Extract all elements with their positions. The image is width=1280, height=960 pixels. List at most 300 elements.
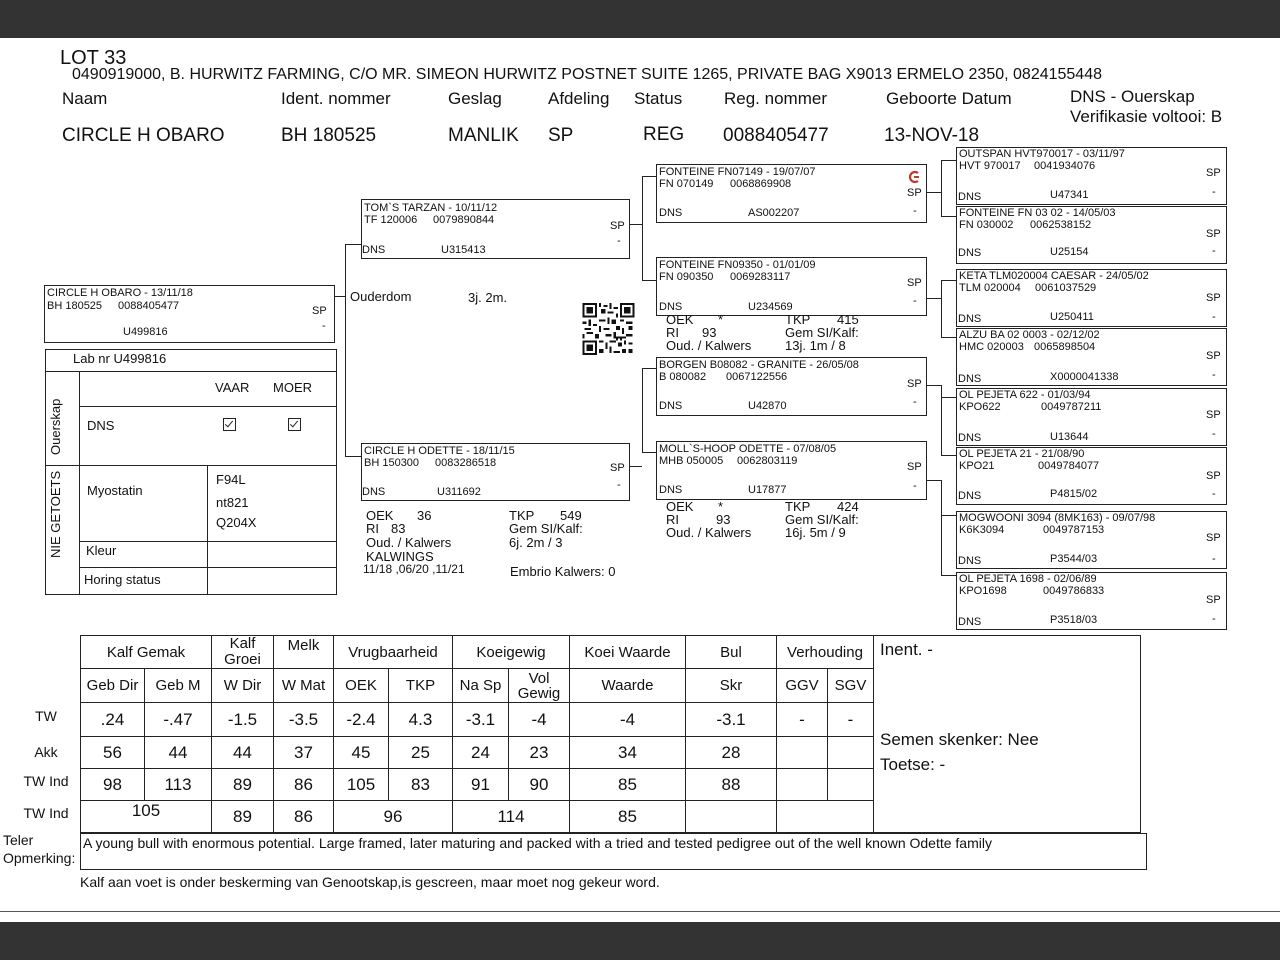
tw-ind-cell: 91	[453, 769, 509, 801]
myostatin-label: Myostatin	[87, 483, 143, 498]
dam-dash: -	[617, 479, 621, 491]
ebv-table	[80, 635, 1141, 833]
ggp-sp: SP	[1206, 350, 1221, 362]
akk-cell: 44	[145, 737, 212, 769]
tw-cell: -	[777, 703, 828, 737]
ggp-title: FONTEINE FN 03 02 - 14/05/03	[959, 207, 1116, 219]
gp-sp: SP	[907, 461, 922, 473]
tw-ind-cell: 113	[145, 769, 212, 801]
gp-tkp-label: TKP	[785, 312, 811, 327]
gp-dash: -	[913, 396, 917, 408]
dam-kalwings-label: KALWINGS	[366, 549, 434, 564]
tw-ind2-cell	[686, 801, 777, 833]
ggp-box	[956, 447, 1227, 505]
label-naam: Naam	[62, 89, 108, 108]
tw-ind-cell: 105	[334, 769, 389, 801]
ggp-dns: DNS	[958, 191, 982, 203]
tw-cell: -3.5	[274, 703, 334, 737]
ggp-title: OL PEJETA 622 - 01/03/94	[959, 389, 1091, 401]
akk-cell: 34	[570, 737, 686, 769]
ggp-title: OL PEJETA 1698 - 02/06/89	[959, 573, 1097, 585]
tw-cell: -.47	[145, 703, 212, 737]
akk-cell: 37	[274, 737, 334, 769]
group-melk: Melk	[274, 636, 334, 669]
ggp-reg: 0065898504	[1034, 341, 1096, 353]
connector	[642, 280, 656, 281]
ggp-box	[956, 328, 1227, 386]
connector	[941, 280, 942, 338]
sire-code: U315413	[441, 244, 486, 256]
gp-ri-label: RI	[666, 325, 679, 340]
label-status: Status	[634, 89, 683, 108]
ggp-dns: DNS	[958, 373, 982, 385]
gp-dash: -	[913, 480, 917, 492]
connector	[345, 244, 346, 457]
gp-id: FN 070149	[659, 178, 714, 190]
tw-ind-cell	[777, 769, 828, 801]
group-kalf-groei-label: Kalf Groei	[224, 635, 261, 668]
gp-title: FONTEINE FN09350 - 01/01/09	[659, 259, 816, 271]
tw-ind2-cell: 89	[212, 801, 274, 833]
label-verifikasie: Verifikasie voltooi: B	[1070, 107, 1223, 126]
group-koeigewig: Koeigewig	[453, 636, 570, 669]
ouderdom-label: Ouderdom	[350, 289, 412, 304]
ggp-dash: -	[1212, 428, 1216, 440]
dam-dns: DNS	[362, 486, 386, 498]
ggp-dash: -	[1212, 553, 1216, 565]
connector	[925, 298, 941, 299]
gp-dns: DNS	[659, 400, 683, 412]
dam-kalwings-value: 11/18 ,06/20 ,11/21	[363, 562, 465, 576]
sub-header: Skr	[686, 669, 777, 703]
group-kalf-groei	[212, 636, 274, 669]
tw-cell: -3.1	[686, 703, 777, 737]
ggp-reg: 0049786833	[1043, 585, 1105, 597]
ggp-sp: SP	[1206, 594, 1221, 606]
ouerskap-label: Ouerskap	[48, 398, 63, 455]
tw-ind-cell: 83	[389, 769, 453, 801]
gp-tkp-value: 415	[837, 312, 859, 327]
sire-dns: DNS	[362, 244, 386, 256]
gp-title: BORGEN B08082 - GRANITE - 26/05/08	[659, 359, 859, 371]
ggp-code: U47341	[1050, 189, 1089, 201]
connector	[941, 397, 956, 398]
akk-cell: 25	[389, 737, 453, 769]
gp-oek-value: *	[718, 499, 724, 514]
value-geboorte: 13-NOV-18	[884, 125, 980, 146]
connector	[345, 456, 361, 457]
ggp-title: KETA TLM020004 CAESAR - 24/05/02	[959, 270, 1149, 282]
dam-title: CIRCLE H ODETTE - 18/11/15	[364, 445, 515, 457]
sire-title: TOM`S TARZAN - 10/11/12	[364, 202, 498, 214]
sub-header: Waarde	[570, 669, 686, 703]
animal-reg: 0088405477	[118, 300, 180, 312]
ggp-dns: DNS	[958, 313, 982, 325]
gp-oud-label: Oud. / Kalwers	[666, 338, 752, 353]
group-koei-waarde: Koei Waarde	[570, 636, 686, 669]
value-naam: CIRCLE H OBARO	[62, 125, 225, 146]
tw-ind2-cell: 114	[453, 801, 570, 833]
label-afdeling: Afdeling	[548, 89, 610, 108]
akk-cell	[777, 737, 828, 769]
ggp-id: K6K3094	[959, 524, 1005, 536]
divider	[80, 406, 336, 407]
sub-header: TKP	[389, 669, 453, 703]
ggp-reg: 0049787211	[1041, 401, 1102, 413]
row-label-akk: Akk	[34, 744, 58, 760]
ggp-reg: 0049784077	[1038, 460, 1100, 472]
gp-gem-value: 13j. 1m / 8	[785, 338, 846, 353]
opmerking-label: Opmerking:	[3, 850, 76, 866]
akk-cell: 23	[509, 737, 570, 769]
myostatin-value: nt821	[216, 495, 249, 510]
gp-id: FN 090350	[659, 271, 714, 283]
sire-reg: 0079890844	[433, 214, 495, 226]
value-afdeling: SP	[548, 125, 574, 146]
tw-cell: -1.5	[212, 703, 274, 737]
gp-dns: DNS	[659, 484, 683, 496]
dam-gem-value: 6j. 2m / 3	[509, 535, 563, 550]
group-bul: Bul	[686, 636, 777, 669]
tw-cell: 4.3	[389, 703, 453, 737]
ggp-reg: 0062538152	[1030, 219, 1092, 231]
connector	[642, 368, 656, 369]
gp-code: U42870	[748, 400, 787, 412]
dam-code: U311692	[437, 486, 481, 498]
label-reg: Reg. nommer	[724, 89, 827, 108]
ggp-reg: 0041934076	[1034, 160, 1096, 172]
ggp-title: ALZU BA 02 0003 - 02/12/02	[959, 329, 1100, 341]
ggp-reg: 0061037529	[1035, 282, 1097, 294]
ggp-sp: SP	[1206, 470, 1221, 482]
gp-gem-label: Gem SI/Kalf:	[785, 325, 859, 340]
akk-cell: 44	[212, 737, 274, 769]
divider	[80, 541, 336, 542]
value-status: REG	[643, 124, 685, 145]
connector	[941, 280, 956, 281]
ggp-box	[956, 269, 1227, 327]
ggp-dash: -	[1212, 613, 1216, 625]
kleur-label: Kleur	[86, 543, 117, 558]
animal-code: U499816	[123, 326, 168, 338]
ggp-box	[956, 511, 1227, 569]
notes-cell	[874, 636, 1141, 833]
tw-ind-cell: 88	[686, 769, 777, 801]
moer-header: MOER	[273, 380, 312, 395]
ouderdom-value: 3j. 2m.	[468, 290, 508, 305]
teler-label: Teler	[3, 832, 34, 848]
ggp-code: P4815/02	[1050, 488, 1098, 500]
horing-status-label: Horing status	[84, 572, 161, 587]
dam-oek-value: 36	[417, 508, 432, 523]
ggp-title: OL PEJETA 21 - 21/08/90	[959, 448, 1085, 460]
value-ident: BH 180525	[281, 125, 377, 146]
ggp-dash: -	[1212, 186, 1216, 198]
gp-id: MHB 050005	[659, 455, 724, 467]
divider	[0, 911, 1280, 912]
lab-nr: Lab nr U499816	[73, 351, 167, 366]
connector	[628, 466, 642, 467]
gp-reg: 0068869908	[730, 178, 792, 190]
sire-dash: -	[617, 235, 621, 247]
seller-info: 0490919000, B. HURWITZ FARMING, C/O MR. SIMEON HURWITZ POSTNET SUITE 1265, PRIVATE BAG X9013 ERMELO 2350, 0824155448	[72, 66, 1102, 83]
gp-dns: DNS	[659, 301, 683, 313]
gp-reg: 0067122556	[726, 371, 788, 383]
dam-gem-label: Gem SI/Kalf:	[509, 521, 583, 536]
connector	[941, 337, 956, 338]
ggp-id: KPO1698	[959, 585, 1007, 597]
label-ident: Ident. nommer	[281, 89, 391, 108]
moer-check-icon	[288, 418, 301, 431]
gp-code: U234569	[748, 301, 793, 313]
sire-box	[361, 199, 630, 259]
ggp-dns: DNS	[958, 490, 982, 502]
ggp-dash: -	[1212, 245, 1216, 257]
akk-cell: 45	[334, 737, 389, 769]
connector	[941, 455, 956, 456]
top-bar	[0, 0, 1280, 38]
gp-sp: SP	[907, 277, 922, 289]
gp-sp: SP	[907, 187, 922, 199]
nie-getoets-label: NIE GETOETS	[48, 470, 63, 558]
dam-oek-label: OEK	[366, 508, 394, 523]
tw-ind-cell: 98	[81, 769, 145, 801]
label-geboorte: Geboorte Datum	[886, 89, 1012, 108]
gp-oek-value: *	[718, 312, 724, 327]
sub-header: SGV	[828, 669, 874, 703]
sub-header: Geb M	[145, 669, 212, 703]
divider	[207, 466, 208, 594]
gp-ri-value: 93	[716, 512, 731, 527]
connector	[628, 224, 642, 225]
value-geslag: MANLIK	[448, 125, 519, 146]
ggp-id: TLM 020004	[959, 282, 1021, 294]
group-verhouding: Verhouding	[777, 636, 874, 669]
gp-dns: DNS	[659, 207, 683, 219]
tw-cell: -	[828, 703, 874, 737]
connector	[941, 480, 942, 576]
ggp-dns: DNS	[958, 247, 982, 259]
gp-code: AS002207	[748, 207, 800, 219]
divider	[45, 371, 336, 372]
gp-dash: -	[913, 295, 917, 307]
ggp-dash: -	[1212, 369, 1216, 381]
footer-note: Kalf aan voet is onder beskerming van Genootskap,is gescreen, maar moet nog gekeur word.	[80, 874, 660, 890]
semen-skenker-text: Semen skenker: Nee	[880, 730, 1039, 749]
ggp-sp: SP	[1206, 228, 1221, 240]
akk-cell: 56	[81, 737, 145, 769]
tw-ind2-cell: 85	[570, 801, 686, 833]
lot-number: LOT 33	[60, 47, 127, 69]
ggp-title: MOGWOONI 3094 (8MK163) - 09/07/98	[959, 512, 1156, 524]
value-reg: 0088405477	[723, 125, 829, 146]
gp-id: B 080082	[659, 371, 707, 383]
tw-cell: -4	[570, 703, 686, 737]
gp-ri-label: RI	[666, 512, 679, 527]
ggp-id: KPO622	[959, 401, 1001, 413]
ggp-dash: -	[1212, 311, 1216, 323]
sub-header: W Mat	[274, 669, 334, 703]
ggp-id: KPO21	[959, 460, 995, 472]
ggp-code: P3518/03	[1050, 614, 1098, 626]
gp-box	[656, 357, 927, 416]
connector	[642, 176, 643, 281]
ggp-sp: SP	[1206, 409, 1221, 421]
sub-header: W Dir	[212, 669, 274, 703]
ggp-id: FN 030002	[959, 219, 1014, 231]
ggp-dns: DNS	[958, 432, 982, 444]
ggp-dns: DNS	[958, 555, 982, 567]
tw-ind-cell: 89	[212, 769, 274, 801]
animal-sp: SP	[312, 305, 327, 317]
myostatin-value: Q204X	[216, 515, 257, 530]
akk-cell: 28	[686, 737, 777, 769]
row-label-tw: TW	[35, 708, 57, 724]
gp-code: U17877	[748, 484, 787, 496]
ggp-code: P3544/03	[1050, 553, 1098, 565]
remarks-box	[80, 833, 1147, 870]
label-geslag: Geslag	[448, 89, 502, 108]
connector	[925, 385, 941, 386]
sire-sp: SP	[610, 220, 625, 232]
ggp-code: U13644	[1050, 431, 1089, 443]
dam-tkp-value: 549	[560, 508, 582, 523]
connector	[941, 216, 956, 217]
gp-box	[656, 257, 927, 316]
ggp-box	[956, 572, 1227, 630]
tw-ind2-cell: 96	[334, 801, 453, 833]
gp-sp: SP	[907, 378, 922, 390]
connector	[941, 160, 942, 217]
gp-oud-label: Oud. / Kalwers	[666, 525, 752, 540]
vaar-header: VAAR	[215, 380, 250, 395]
animal-dash: -	[322, 320, 326, 332]
connector	[925, 480, 941, 481]
gp-reg: 0062803119	[737, 455, 798, 467]
animal-id: BH 180525	[47, 300, 103, 312]
ggp-id: HVT 970017	[959, 160, 1021, 172]
ggp-sp: SP	[1206, 167, 1221, 179]
sub-header	[509, 669, 570, 703]
ggp-box	[956, 206, 1227, 264]
group-kalf-gemak: Kalf Gemak	[81, 636, 212, 669]
ggp-title: OUTSPAN HVT970017 - 03/11/97	[959, 148, 1125, 160]
connector	[941, 385, 942, 456]
sire-id: TF 120006	[364, 214, 418, 226]
row-label-tw-ind: TW Ind	[23, 805, 69, 821]
connector	[642, 176, 656, 177]
connector	[941, 515, 956, 516]
ggp-box	[956, 388, 1227, 446]
society-logo-icon	[907, 170, 921, 184]
dam-ri-label: RI	[366, 521, 379, 536]
gp-oek-label: OEK	[666, 312, 694, 327]
gp-box	[656, 164, 927, 223]
animal-box	[44, 285, 335, 343]
gp-oek-label: OEK	[666, 499, 694, 514]
tw-ind-cell: 86	[274, 769, 334, 801]
dam-sp: SP	[610, 462, 625, 474]
ggp-code: X0000041338	[1050, 371, 1119, 383]
sub-header: OEK	[334, 669, 389, 703]
connector	[642, 368, 643, 453]
dns-row-label: DNS	[87, 418, 115, 433]
ggp-sp: SP	[1206, 292, 1221, 304]
dam-tkp-label: TKP	[509, 508, 535, 523]
ggp-box	[956, 147, 1227, 205]
row-label-tw-ind: TW Ind	[23, 773, 69, 789]
ggp-reg: 0049787153	[1043, 524, 1105, 536]
connector	[642, 452, 656, 453]
inent-text: Inent. -	[880, 640, 933, 659]
ggp-sp: SP	[1206, 532, 1221, 544]
tw-cell: .24	[81, 703, 145, 737]
bottom-bar	[0, 922, 1280, 960]
ggp-dash: -	[1212, 488, 1216, 500]
gp-gem-value: 16j. 5m / 9	[785, 525, 846, 540]
remarks-text: A young bull with enormous potential. Large framed, later maturing and packed with a tried and tested pedigree out of the well known Odette family	[83, 835, 992, 851]
divider	[45, 465, 336, 466]
connector	[345, 244, 361, 245]
dam-reg: 0083286518	[435, 457, 497, 469]
sub-header: Geb Dir	[81, 669, 145, 703]
gp-title: MOLL`S-HOOP ODETTE - 07/08/05	[659, 443, 837, 455]
gp-tkp-label: TKP	[785, 499, 811, 514]
dam-id: BH 150300	[364, 457, 420, 469]
tw-ind-cell: 85	[570, 769, 686, 801]
akk-cell: 24	[453, 737, 509, 769]
tw-ind2-cell: 86	[274, 801, 334, 833]
gp-title: FONTEINE FN07149 - 19/07/07	[659, 166, 816, 178]
label-dns-ouerskap: DNS - Ouerskap	[1070, 87, 1195, 106]
sub-header: Na Sp	[453, 669, 509, 703]
gp-reg: 0069283117	[730, 271, 791, 283]
toetse-text: Toetse: -	[880, 755, 946, 774]
akk-cell	[828, 737, 874, 769]
dam-oud-label: Oud. / Kalwers	[366, 535, 452, 550]
tw-ind-cell: 90	[509, 769, 570, 801]
gp-ri-value: 93	[702, 325, 717, 340]
sub-header: GGV	[777, 669, 828, 703]
ggp-code: U250411	[1050, 311, 1094, 323]
tw-cell: -3.1	[453, 703, 509, 737]
divider	[80, 567, 336, 568]
ggp-dns: DNS	[958, 616, 982, 628]
gp-dash: -	[913, 205, 917, 217]
qr-code-icon	[582, 303, 635, 355]
tw-cell: -2.4	[334, 703, 389, 737]
tw-ind-cell	[828, 769, 874, 801]
connector	[925, 192, 941, 193]
tw-ind2-cell: 105	[81, 801, 212, 833]
connector	[941, 160, 956, 161]
tw-ind2-cell	[777, 801, 874, 833]
gp-tkp-value: 424	[837, 499, 859, 514]
dam-ri-value: 83	[391, 521, 406, 536]
animal-title: CIRCLE H OBARO - 13/11/18	[47, 287, 193, 299]
group-vrugbaarheid: Vrugbaarheid	[334, 636, 453, 669]
gp-gem-label: Gem SI/Kalf:	[785, 512, 859, 527]
tw-cell: -4	[509, 703, 570, 737]
sub-header-vol-gewig: Vol Gewig	[517, 669, 561, 702]
connector	[941, 575, 956, 576]
dam-box	[361, 443, 630, 501]
ggp-code: U25154	[1050, 246, 1089, 258]
myostatin-value: F94L	[216, 472, 246, 487]
vaar-check-icon	[223, 418, 236, 431]
gp-box	[656, 441, 927, 500]
ggp-id: HMC 020003	[959, 341, 1024, 353]
